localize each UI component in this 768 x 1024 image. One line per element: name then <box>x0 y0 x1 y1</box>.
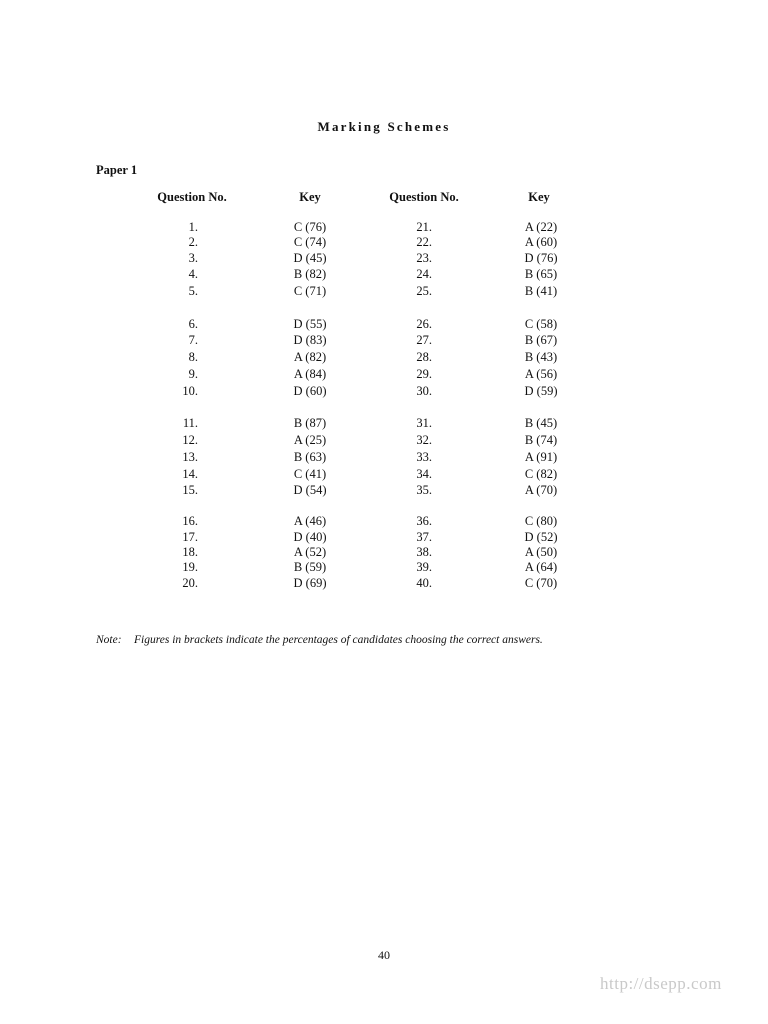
question-number-left: 5. <box>188 284 198 298</box>
header-key-left: Key <box>299 190 321 204</box>
question-number-left: 7. <box>188 333 198 347</box>
question-number-left: 2. <box>188 235 198 249</box>
answer-key-right: D (59) <box>524 384 558 398</box>
question-number-right: 38. <box>416 545 432 559</box>
question-number-right: 28. <box>416 350 432 364</box>
answer-key-left: B (63) <box>293 450 327 464</box>
answer-key-left: A (46) <box>293 514 327 528</box>
answer-key-right: C (58) <box>524 317 558 331</box>
question-number-right: 24. <box>416 267 432 281</box>
question-number-right: 36. <box>416 514 432 528</box>
paper-label: Paper 1 <box>96 163 138 177</box>
answer-key-right: A (22) <box>524 220 558 234</box>
answer-key-left: D (45) <box>293 251 327 265</box>
question-number-right: 37. <box>416 530 432 544</box>
question-number-left: 14. <box>182 467 198 481</box>
answer-key-right: A (91) <box>524 450 558 464</box>
question-number-right: 34. <box>416 467 432 481</box>
question-number-left: 18. <box>182 545 198 559</box>
question-number-left: 9. <box>188 367 198 381</box>
question-number-left: 20. <box>182 576 198 590</box>
answer-key-right: B (45) <box>524 416 558 430</box>
answer-key-right: C (80) <box>524 514 558 528</box>
page-number: 40 <box>378 948 390 962</box>
answer-key-left: D (60) <box>293 384 327 398</box>
answer-key-left: B (59) <box>293 560 327 574</box>
question-number-right: 40. <box>416 576 432 590</box>
answer-key-right: B (65) <box>524 267 558 281</box>
note <box>96 634 543 646</box>
question-number-left: 19. <box>182 560 198 574</box>
question-number-right: 32. <box>416 433 432 447</box>
answer-key-right: A (50) <box>524 545 558 559</box>
answer-key-left: A (84) <box>293 367 327 381</box>
question-number-right: 27. <box>416 333 432 347</box>
watermark: http://dsepp.com <box>600 974 722 993</box>
question-number-right: 25. <box>416 284 432 298</box>
header-question-no-right: Question No. <box>389 190 459 204</box>
answer-key-right: A (70) <box>524 483 558 497</box>
question-number-left: 16. <box>182 514 198 528</box>
note-text: Figures in brackets indicate the percentages of candidates choosing the correct answers. <box>134 634 543 646</box>
answer-key-right: D (52) <box>524 530 558 544</box>
answer-key-right: A (60) <box>524 235 558 249</box>
answer-key-left: C (76) <box>293 220 327 234</box>
answer-key-left: D (55) <box>293 317 327 331</box>
question-number-right: 35. <box>416 483 432 497</box>
answer-key-left: D (69) <box>293 576 327 590</box>
question-number-left: 11. <box>182 416 198 430</box>
answer-key-right: A (64) <box>524 560 558 574</box>
question-number-left: 1. <box>188 220 198 234</box>
question-number-right: 29. <box>416 367 432 381</box>
answer-key-right: C (70) <box>524 576 558 590</box>
answer-key-left: B (82) <box>293 267 327 281</box>
question-number-right: 26. <box>416 317 432 331</box>
answer-key-right: B (41) <box>524 284 558 298</box>
answer-key-right: B (74) <box>524 433 558 447</box>
answer-key-left: D (40) <box>293 530 327 544</box>
answer-key-left: A (52) <box>293 545 327 559</box>
question-number-right: 21. <box>416 220 432 234</box>
answer-key-left: B (87) <box>293 416 327 430</box>
answer-key-left: A (82) <box>293 350 327 364</box>
question-number-left: 3. <box>188 251 198 265</box>
question-number-right: 30. <box>416 384 432 398</box>
page-title: Marking Schemes <box>317 119 451 134</box>
answer-key-right: B (43) <box>524 350 558 364</box>
answer-key-left: D (54) <box>293 483 327 497</box>
question-number-left: 8. <box>188 350 198 364</box>
answer-key-left: A (25) <box>293 433 327 447</box>
question-number-left: 12. <box>182 433 198 447</box>
note-label: Note: <box>96 634 122 646</box>
question-number-right: 23. <box>416 251 432 265</box>
question-number-right: 39. <box>416 560 432 574</box>
question-number-left: 17. <box>182 530 198 544</box>
question-number-left: 13. <box>182 450 198 464</box>
question-number-left: 6. <box>188 317 198 331</box>
question-number-right: 33. <box>416 450 432 464</box>
answer-key-right: B (67) <box>524 333 558 347</box>
question-number-left: 10. <box>182 384 198 398</box>
answer-key-right: D (76) <box>524 251 558 265</box>
answer-key-left: C (41) <box>293 467 327 481</box>
answer-key-right: C (82) <box>524 467 558 481</box>
question-number-left: 15. <box>182 483 198 497</box>
answer-key-left: C (71) <box>293 284 327 298</box>
question-number-right: 22. <box>416 235 432 249</box>
answer-key-right: A (56) <box>524 367 558 381</box>
question-number-right: 31. <box>416 416 432 430</box>
header-question-no-left: Question No. <box>157 190 227 204</box>
header-key-right: Key <box>528 190 550 204</box>
answer-key-left: D (83) <box>293 333 327 347</box>
question-number-left: 4. <box>188 267 198 281</box>
answer-key-left: C (74) <box>293 235 327 249</box>
